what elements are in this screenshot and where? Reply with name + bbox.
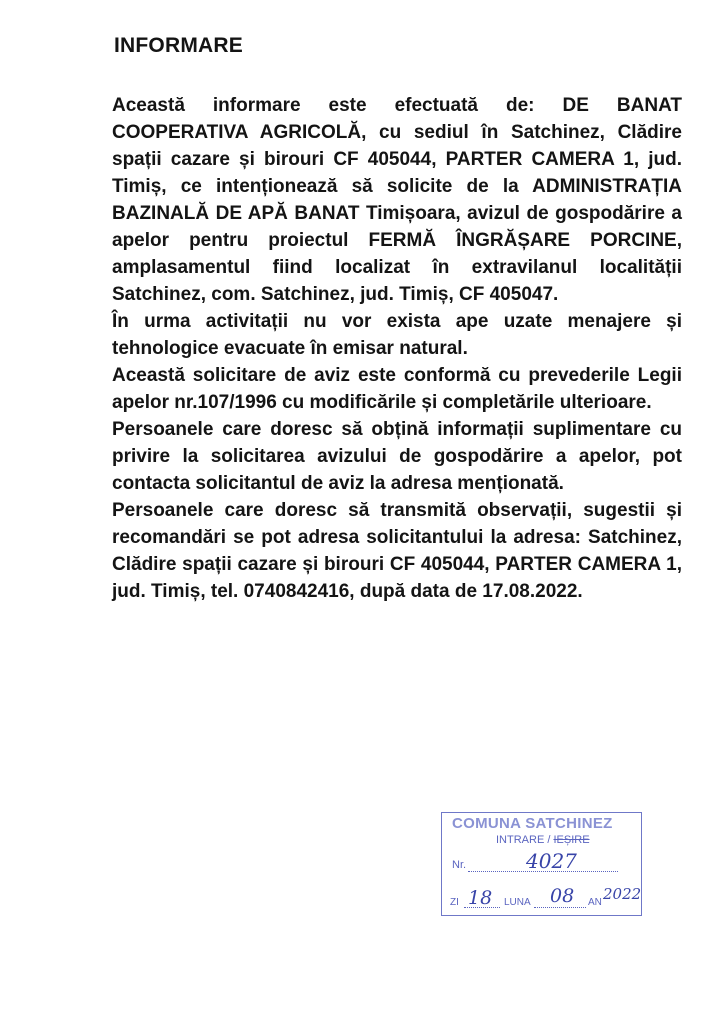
stamp-day-label: ZI: [450, 897, 459, 908]
paragraph-applicant: Această informare este efectuată de: DE BANAT COOPERATIVA AGRICOLĂ, cu sediul în Satchinez, Clădire spații cazare și birouri CF 405044, PARTER CAMERA 1, jud. Timiș, ce intenționează să solicite de la ADMINISTRAȚIA BAZINALĂ DE APĂ BANAT Timișoara, avizul de gospodărire a apelor pentru proiectul FERMĂ ÎNGRĂȘARE PORCINE, amplasamentul fiind localizat în extravilanul localității Satchinez, com. Satchinez, jud. Timiș, CF 405047.: [112, 95, 682, 305]
paragraph-observations-address: Persoanele care doresc să transmită observații, sugestii și recomandări se pot adresa solicitantului la adresa: Satchinez, Clădire spații cazare și birouri CF 405044, PARTER CAMERA 1, jud. Timiș, tel. 0740842416, după data de 17.08.2022.: [112, 500, 682, 602]
stamp-month-line: [534, 907, 586, 908]
stamp-direction-in: INTRARE /: [496, 834, 551, 846]
stamp-month-value: 08: [550, 885, 575, 907]
document-title: INFORMARE: [114, 34, 243, 57]
stamp-year-value: 2022: [603, 885, 642, 903]
stamp-direction-out: IEȘIRE: [553, 834, 590, 846]
stamp-day-value: 18: [468, 887, 493, 909]
registration-stamp: [441, 812, 642, 916]
paragraph-legal-compliance: Această solicitare de aviz este conformă cu prevederile Legii apelor nr.107/1996 cu modificările și completările ulterioare.: [112, 365, 682, 413]
stamp-year-label: AN: [588, 897, 602, 908]
stamp-nr-label: Nr.: [452, 859, 467, 871]
stamp-nr-value: 4027: [526, 849, 577, 873]
document-body: [112, 92, 682, 605]
paragraph-wastewater: În urma activitații nu vor exista ape uzate menajere și tehnologice evacuate în emisar natural.: [112, 311, 682, 359]
stamp-month-label: LUNA: [504, 897, 531, 908]
stamp-direction: [496, 834, 590, 846]
stamp-day-line: [464, 907, 500, 908]
stamp-institution: COMUNA SATCHINEZ: [452, 815, 613, 832]
paragraph-information-contact: Persoanele care doresc să obțină informații suplimentare cu privire la solicitarea avizului de gospodărire a apelor, pot contacta solicitantul de aviz la adresa menționată.: [112, 419, 682, 494]
